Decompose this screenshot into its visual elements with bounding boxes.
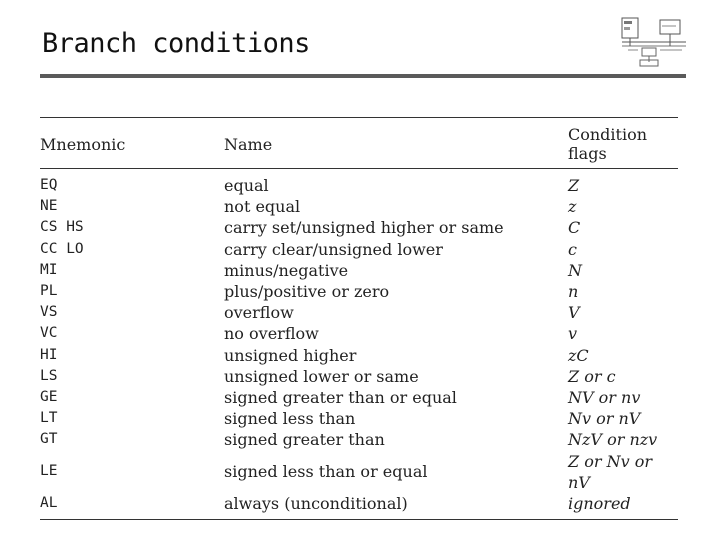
mnemonic-cell: HI xyxy=(40,346,58,363)
mnemonic-cell: PL xyxy=(40,283,58,300)
flags-cell: C xyxy=(568,218,581,238)
mnemonic-cell: GT xyxy=(40,431,58,448)
flags-cell: n xyxy=(568,282,579,302)
mnemonic-cell: MI xyxy=(40,261,58,278)
flags-cell: v xyxy=(568,324,578,344)
header-mnemonic: Mnemonic xyxy=(40,118,224,169)
flags-cell: ignored xyxy=(568,493,678,520)
name-cell: signed less than xyxy=(224,409,356,429)
flags-cell: N xyxy=(568,260,582,280)
name-cell: overflow xyxy=(224,303,294,323)
name-cell: plus/positive or zero xyxy=(224,282,390,302)
mnemonic-cell: GE xyxy=(40,389,58,406)
name-cell: minus/negative xyxy=(224,260,349,280)
table-row xyxy=(40,451,678,493)
flags-cell: Nv or nV xyxy=(568,409,641,429)
table-header-row xyxy=(40,118,678,169)
mnemonic-cell: EQ xyxy=(40,177,58,193)
name-cell: carry set/unsigned higher or same xyxy=(224,218,504,238)
table-row xyxy=(40,323,678,344)
table-row xyxy=(40,387,678,408)
table-row xyxy=(40,345,678,366)
title-divider xyxy=(40,74,686,78)
mnemonic-cell: CS HS xyxy=(40,219,84,236)
mnemonic-cell: NE xyxy=(40,198,58,215)
flags-cell: Z or Nv or nV xyxy=(568,451,652,492)
mnemonic-cell: LE xyxy=(40,463,58,480)
name-cell: unsigned higher xyxy=(224,345,357,365)
table-row xyxy=(40,239,678,260)
flags-cell: c xyxy=(568,239,577,259)
name-cell: unsigned lower or same xyxy=(224,366,419,386)
name-cell: carry clear/unsigned lower xyxy=(224,239,443,259)
table-row xyxy=(40,429,678,450)
mnemonic-cell: VS xyxy=(40,304,58,321)
name-cell: signed greater than or equal xyxy=(224,388,457,408)
mnemonic-cell: VC xyxy=(40,325,58,342)
flags-cell: V xyxy=(568,303,580,323)
flags-cell: Z or c xyxy=(568,366,616,386)
flags-cell: z xyxy=(568,197,577,217)
flags-cell: zC xyxy=(568,345,589,365)
name-cell: equal xyxy=(224,176,269,195)
flags-cell: NV or nv xyxy=(568,388,641,408)
name-cell: not equal xyxy=(224,197,301,217)
table-row xyxy=(40,302,678,323)
name-cell: no overflow xyxy=(224,324,319,344)
table-row xyxy=(40,260,678,281)
name-cell: signed greater than xyxy=(224,430,385,450)
block-diagram-icon xyxy=(620,16,688,68)
slide-title: Branch conditions xyxy=(42,28,310,59)
table-row xyxy=(40,196,678,217)
name-cell: always (unconditional) xyxy=(224,493,568,520)
mnemonic-cell: CC LO xyxy=(40,240,84,257)
flags-cell: NzV or nzv xyxy=(568,430,658,450)
table-row xyxy=(40,169,678,197)
table-row xyxy=(40,493,678,520)
header-condition-flags: Condition flags xyxy=(568,118,678,169)
mnemonic-cell: AL xyxy=(40,493,224,520)
table-row xyxy=(40,408,678,429)
flags-cell: Z xyxy=(568,176,580,195)
table-row xyxy=(40,217,678,238)
name-cell: signed less than or equal xyxy=(224,462,428,482)
header-name: Name xyxy=(224,118,568,169)
mnemonic-cell: LT xyxy=(40,410,58,427)
table-row xyxy=(40,281,678,302)
branch-conditions-table xyxy=(40,117,678,520)
mnemonic-cell: LS xyxy=(40,367,58,384)
table-row xyxy=(40,366,678,387)
